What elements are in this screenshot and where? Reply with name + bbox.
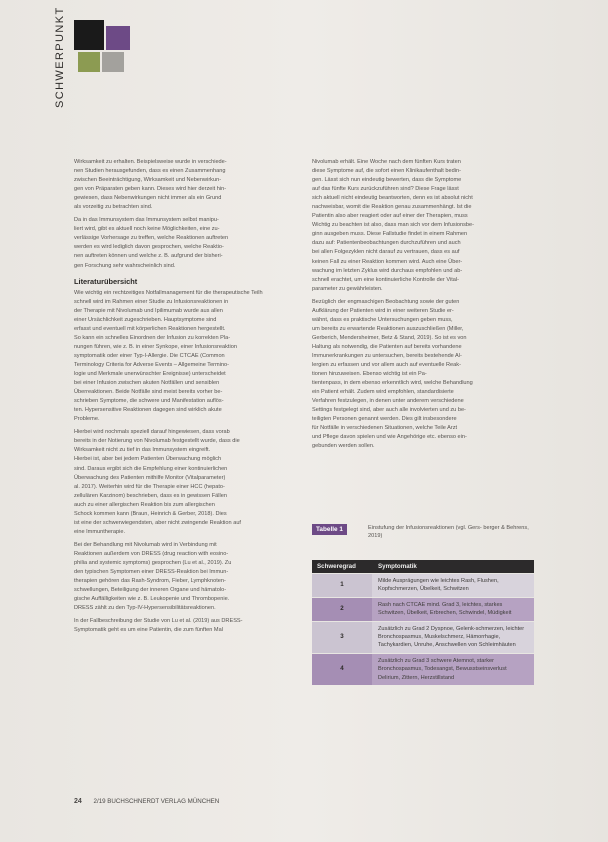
table-caption-text: Einstufung der Infusionsreaktionen (vgl. Gers- berger & Behrens, 2019)	[368, 525, 529, 539]
text-line: Schock kommen kann (Braun, Heinrich & Gerber, 2018). Dies	[74, 510, 227, 517]
logo-square-black	[74, 20, 104, 50]
table-caption	[312, 522, 534, 548]
text-line: gen Forschung sehr wahrscheinlich sind.	[74, 262, 176, 269]
section-logo	[74, 20, 126, 76]
text-line: sich aktuell nicht eindeutig beantworten, denn es ist absolut nicht	[312, 195, 473, 202]
text-line: Hierbei ist, aber bei jedem Patienten Überwachung möglich	[74, 456, 222, 463]
text-line: schnell erachtet, um eine kontinuierliche Kontrolle der Vital-	[312, 276, 459, 283]
text-line: teiligten Personen genannt werden. Dies gilt insbesondere	[312, 416, 457, 423]
header-grade: Schweregrad	[317, 563, 356, 570]
text-line: al. 2017). Weiterhin wird für die Therapie einer HCC (hepato-	[74, 483, 225, 490]
text-line: Überwachung des Patienten mithilfe Monitor (Vitalparameter)	[74, 474, 226, 481]
text-line: lergien zu erfassen und vor allem auch auf eventuelle Reak-	[312, 362, 461, 369]
logo-square-grey	[102, 52, 124, 72]
right-column	[312, 158, 534, 456]
symptoms-cell: Rash nach CTCAE mind. Grad 3, leichtes, starkes Schwitzen, Übelkeit, Erbrechen, Schwindel, Müdigkeit	[378, 601, 512, 617]
text-line: Aufklärung der Patienten wird in einer weiteren Studie er-	[312, 307, 454, 314]
text-line: gebunden werden sollen.	[312, 443, 375, 450]
text-line: auch zu einer allergischen Reaktion bis zum allergischen	[74, 501, 215, 508]
text-line: um bereits zu erwartende Reaktionen auszuschließen (Miller,	[312, 325, 464, 332]
text-line: Hierbei wird nochmals speziell darauf hingewiesen, dass vorab	[74, 429, 230, 436]
text-line: wähnt, dass es praktische Untersuchungen geben muss,	[312, 316, 453, 323]
grade-cell: 4	[312, 654, 372, 685]
symptoms-cell: Zusätzlich zu Grad 3 schwere Atemnot, starker Bronchospasmus, Todesangst, Bewusstseinsverlust Delirium, Zittern, Herzstillstand	[378, 657, 507, 681]
text-line: symptomatik oder einer Typ-I-Allergie. Die CTCAE (Common	[74, 352, 225, 359]
text-line: Terminology Criteria for Adverse Events – Allgemeine Termino-	[74, 361, 230, 368]
logo-square-green	[78, 52, 100, 72]
paragraph	[74, 289, 292, 425]
text-line: Gerberich, Mendersheimer, Betz & Stand, 2019). So ist es von	[312, 334, 467, 341]
text-line: therapien gehören das Rash-Syndrom, Fieber, Lymphknoten-	[74, 578, 226, 585]
text-line: ten. Hypersensitive Reaktionen dagegen sind wirklich akute	[74, 407, 222, 414]
text-line: philia and systemic symptoms) gesprochen (Lu et al., 2019). Zu	[74, 559, 232, 566]
text-line: nen Studien herausgefunden, dass es einen Zusammenhang	[74, 168, 226, 175]
symptoms-cell: Zusätzlich zu Grad 2 Dyspnoe, Gelenk-schmerzen, leichter Bronchospasmus, Muskelschmerz, Hämorrhagie, Tachykardien, Unruhe, Anschwellen von Schleimhäuten	[378, 625, 525, 649]
text-line: Symptomatik geht es um eine Patientin, die zum fünften Mal	[74, 627, 223, 634]
text-line: schrieben Symptome, die schwere und Manifestation auflös-	[74, 398, 224, 405]
page-number: 24	[74, 798, 82, 805]
text-line: logie und Merkmale unerwünschter Ereignisse) unterscheidet	[74, 371, 226, 378]
text-line: der Therapie mit Nivolumab und Ipilimumab wurde aus allen	[74, 307, 223, 314]
symptoms-cell: Milde Ausprägungen wie leichtes Rash, Flushen, Kopfschmerzen, Übelkeit, Schwitzen	[378, 578, 499, 593]
left-column	[74, 158, 292, 639]
text-line: Wichtig zu beachten ist also, dass man sich vor dem Infusionsbe-	[312, 222, 474, 229]
text-line: parameter zu gewährleisten.	[312, 285, 383, 292]
text-line: Bezüglich der engmaschigen Beobachtung sowie der guten	[312, 298, 460, 305]
paragraph	[74, 428, 292, 537]
text-line: zwischen Beeinträchtigung, Wirksamkeit und Nebenwirkun-	[74, 177, 222, 184]
text-line: tientenpass, in dem ebenso erkenntlich wird, welche Behandlung	[312, 380, 473, 387]
grade-cell: 2	[312, 598, 372, 621]
text-line: Probleme.	[74, 416, 100, 423]
text-line: Wirksamkeit zu erhalten. Beispielsweise wurde in verschiede-	[74, 159, 227, 165]
text-line: auf das fünfte Kurs zurückzuführen sind? Diese Frage lässt	[312, 186, 459, 193]
text-line: den typischen Symptomen einer DRESS-Reaktion bei Immun-	[74, 569, 229, 576]
grade-cell: 1	[312, 574, 372, 597]
logo-square-purple	[106, 26, 130, 50]
text-line: gen von Präparaten geben kann. Dieses wird hier derzeit hin-	[74, 186, 227, 193]
text-line: sind. Daraus ergibt sich die Empfehlung einer kontinuierlichen	[74, 465, 228, 472]
text-line: keinen Fall zu einer Reaktion kommen wird. Auch eine Über-	[312, 258, 463, 265]
table-row	[312, 621, 534, 653]
text-line: Überreaktionen. Beide Notfälle sind meist bereits vorher be-	[74, 389, 223, 396]
text-line: nungen führen, wie z. B. in einer Synkope, einer Infusionsreaktion	[74, 343, 237, 350]
text-line: erfasst und eventuell mit körperlichen Reaktionen hergestellt.	[74, 325, 226, 332]
grade-cell: 3	[312, 622, 372, 653]
text-line: Wie wichtig ein rechtzeitiges Notfallmanagement für die therapeutische Teilh	[74, 289, 263, 296]
text-line: So kann ein schnelles Einordnen der Infusion zu korrekten Pla-	[74, 334, 231, 341]
text-line: für Notfälle in verschiedenen Situationen, welche Teile Arzt	[312, 425, 458, 432]
text-line: diese Symptome auf, die sofort einen Klinikaufenthalt bedin-	[312, 168, 461, 175]
section-heading: Literaturübersicht	[74, 276, 138, 286]
text-line: bei allen Folgezyklen nicht darauf zu vertrauen, dass es auf	[312, 249, 460, 256]
table-row	[312, 573, 534, 597]
paragraph	[74, 216, 292, 270]
text-line: nachweisbar, womit die Reaktion genau zusammenhängt. Ist die	[312, 204, 472, 211]
text-line: bereits in der Notierung von Nivolumab festgestellt wurde, dass die	[74, 438, 240, 445]
text-line: Reaktionen außerdem von DRESS (drug reaction with eosino-	[74, 550, 229, 557]
text-line: gen. Lässt sich nun eindeutig bewerten, dass die Symptome	[312, 177, 462, 184]
text-line: verlässige Vorhersage zu treffen, welche Reaktionen auftreten	[74, 235, 229, 242]
table-header	[312, 560, 534, 573]
section-title: SCHWERPUNKT	[54, 6, 66, 108]
text-line: Bei der Behandlung mit Nivolumab wird in Verbindung mit	[74, 541, 217, 548]
text-line: eine Immuntherapie.	[74, 528, 125, 535]
text-line: wachung im letzten Zyklus wird durchaus empfohlen und ab-	[312, 267, 463, 274]
text-line: einer Ursächlichkeit zugeschrieben. Hauptsymptome sind	[74, 316, 217, 323]
text-line: Settings festgelegt sind, aber auch alle involvierten und zu be-	[312, 407, 466, 414]
text-line: In der Fallbeschreibung der Studie von Lu et al. (2019) aus DRESS-	[74, 618, 243, 625]
text-line: ein Patient erhält. Zudem wird empfohlen, standardisierte	[312, 389, 454, 396]
paragraph	[312, 158, 534, 294]
table-row	[312, 653, 534, 685]
text-line: gische Auffälligkeiten wie z. B. Leukopenie und Thrombopenie.	[74, 596, 230, 603]
text-line: liert wird, gibt es aktuell noch keine Möglichkeiten, eine zu-	[74, 226, 220, 233]
text-line: Nivolumab erhält. Eine Woche nach dem fünften Kurs traten	[312, 159, 461, 165]
text-line: werden es wird lediglich davon gesprochen, welche Reaktio-	[74, 244, 224, 251]
paragraph	[74, 541, 292, 613]
table-row	[312, 597, 534, 621]
text-line: zellulären Karzinom) beschrieben, dass es in gewissen Fällen	[74, 492, 227, 499]
text-line: ist eine der schwerwiegendsten, aber nicht zwingende Reaktion auf	[74, 519, 241, 526]
text-line: und Pflege davon spielen und wie Angehörige etc. ebenso ein-	[312, 434, 467, 441]
text-line: gewiesen, dass Nebenwirkungen nicht immer als ein Grund	[74, 195, 222, 202]
text-line: bei einer Infusion zwischen akuten Notfällen und sensiblen	[74, 380, 220, 387]
text-line: schnell wird im Rahmen einer Studie zu Infusionsreaktionen in	[74, 298, 229, 305]
text-line: schwellungen, Beteiligung der inneren Organe und hämatolo-	[74, 587, 227, 594]
header-symptoms: Symptomatik	[378, 563, 417, 570]
paragraph	[312, 298, 534, 452]
table-label: Tabelle 1	[312, 524, 347, 535]
text-line: Wirksamkeit nicht zu tief in das Immunsystem eingreift.	[74, 447, 211, 454]
text-line: als vorzeitig zu betrachten sind.	[74, 204, 153, 211]
paragraph	[74, 158, 292, 212]
text-line: tionen hinzuweisen. Ebenso wichtig ist ein Pa-	[312, 371, 427, 378]
text-line: Da in das Immunsystem das Immunsystem selbst manipu-	[74, 217, 219, 224]
text-line: Patientin also aber reagiert oder auf einer der Therapien, muss	[312, 213, 468, 220]
text-line: nen auftreten können und welche z. B. aufgrund der bisheri-	[74, 253, 223, 260]
text-line: Haltung als notwendig, die Patienten auf bereits vorhandene	[312, 343, 462, 350]
publisher-line: 2/19 BUCHSCHNERDT VERLAG MÜNCHEN	[93, 798, 220, 805]
text-line: ginn ausgeben muss. Diese Fallstudie findet in einem Rahmen	[312, 231, 468, 238]
text-line: Verfahren festzulegen, in denen unter anderem verschiedene	[312, 398, 464, 405]
text-line: Immunerkrankungen zu untersuchen, bereits bestehende Al-	[312, 352, 462, 359]
infusion-reaction-table	[312, 560, 534, 685]
text-line: DRESS zählt zu den Typ-IV-Hypersensibilitätsreaktionen.	[74, 605, 216, 612]
text-line: dazu auf: Patientenbeobachtungen durchzuführen und auch	[312, 240, 461, 247]
page-footer	[74, 798, 219, 805]
paragraph	[74, 617, 292, 635]
